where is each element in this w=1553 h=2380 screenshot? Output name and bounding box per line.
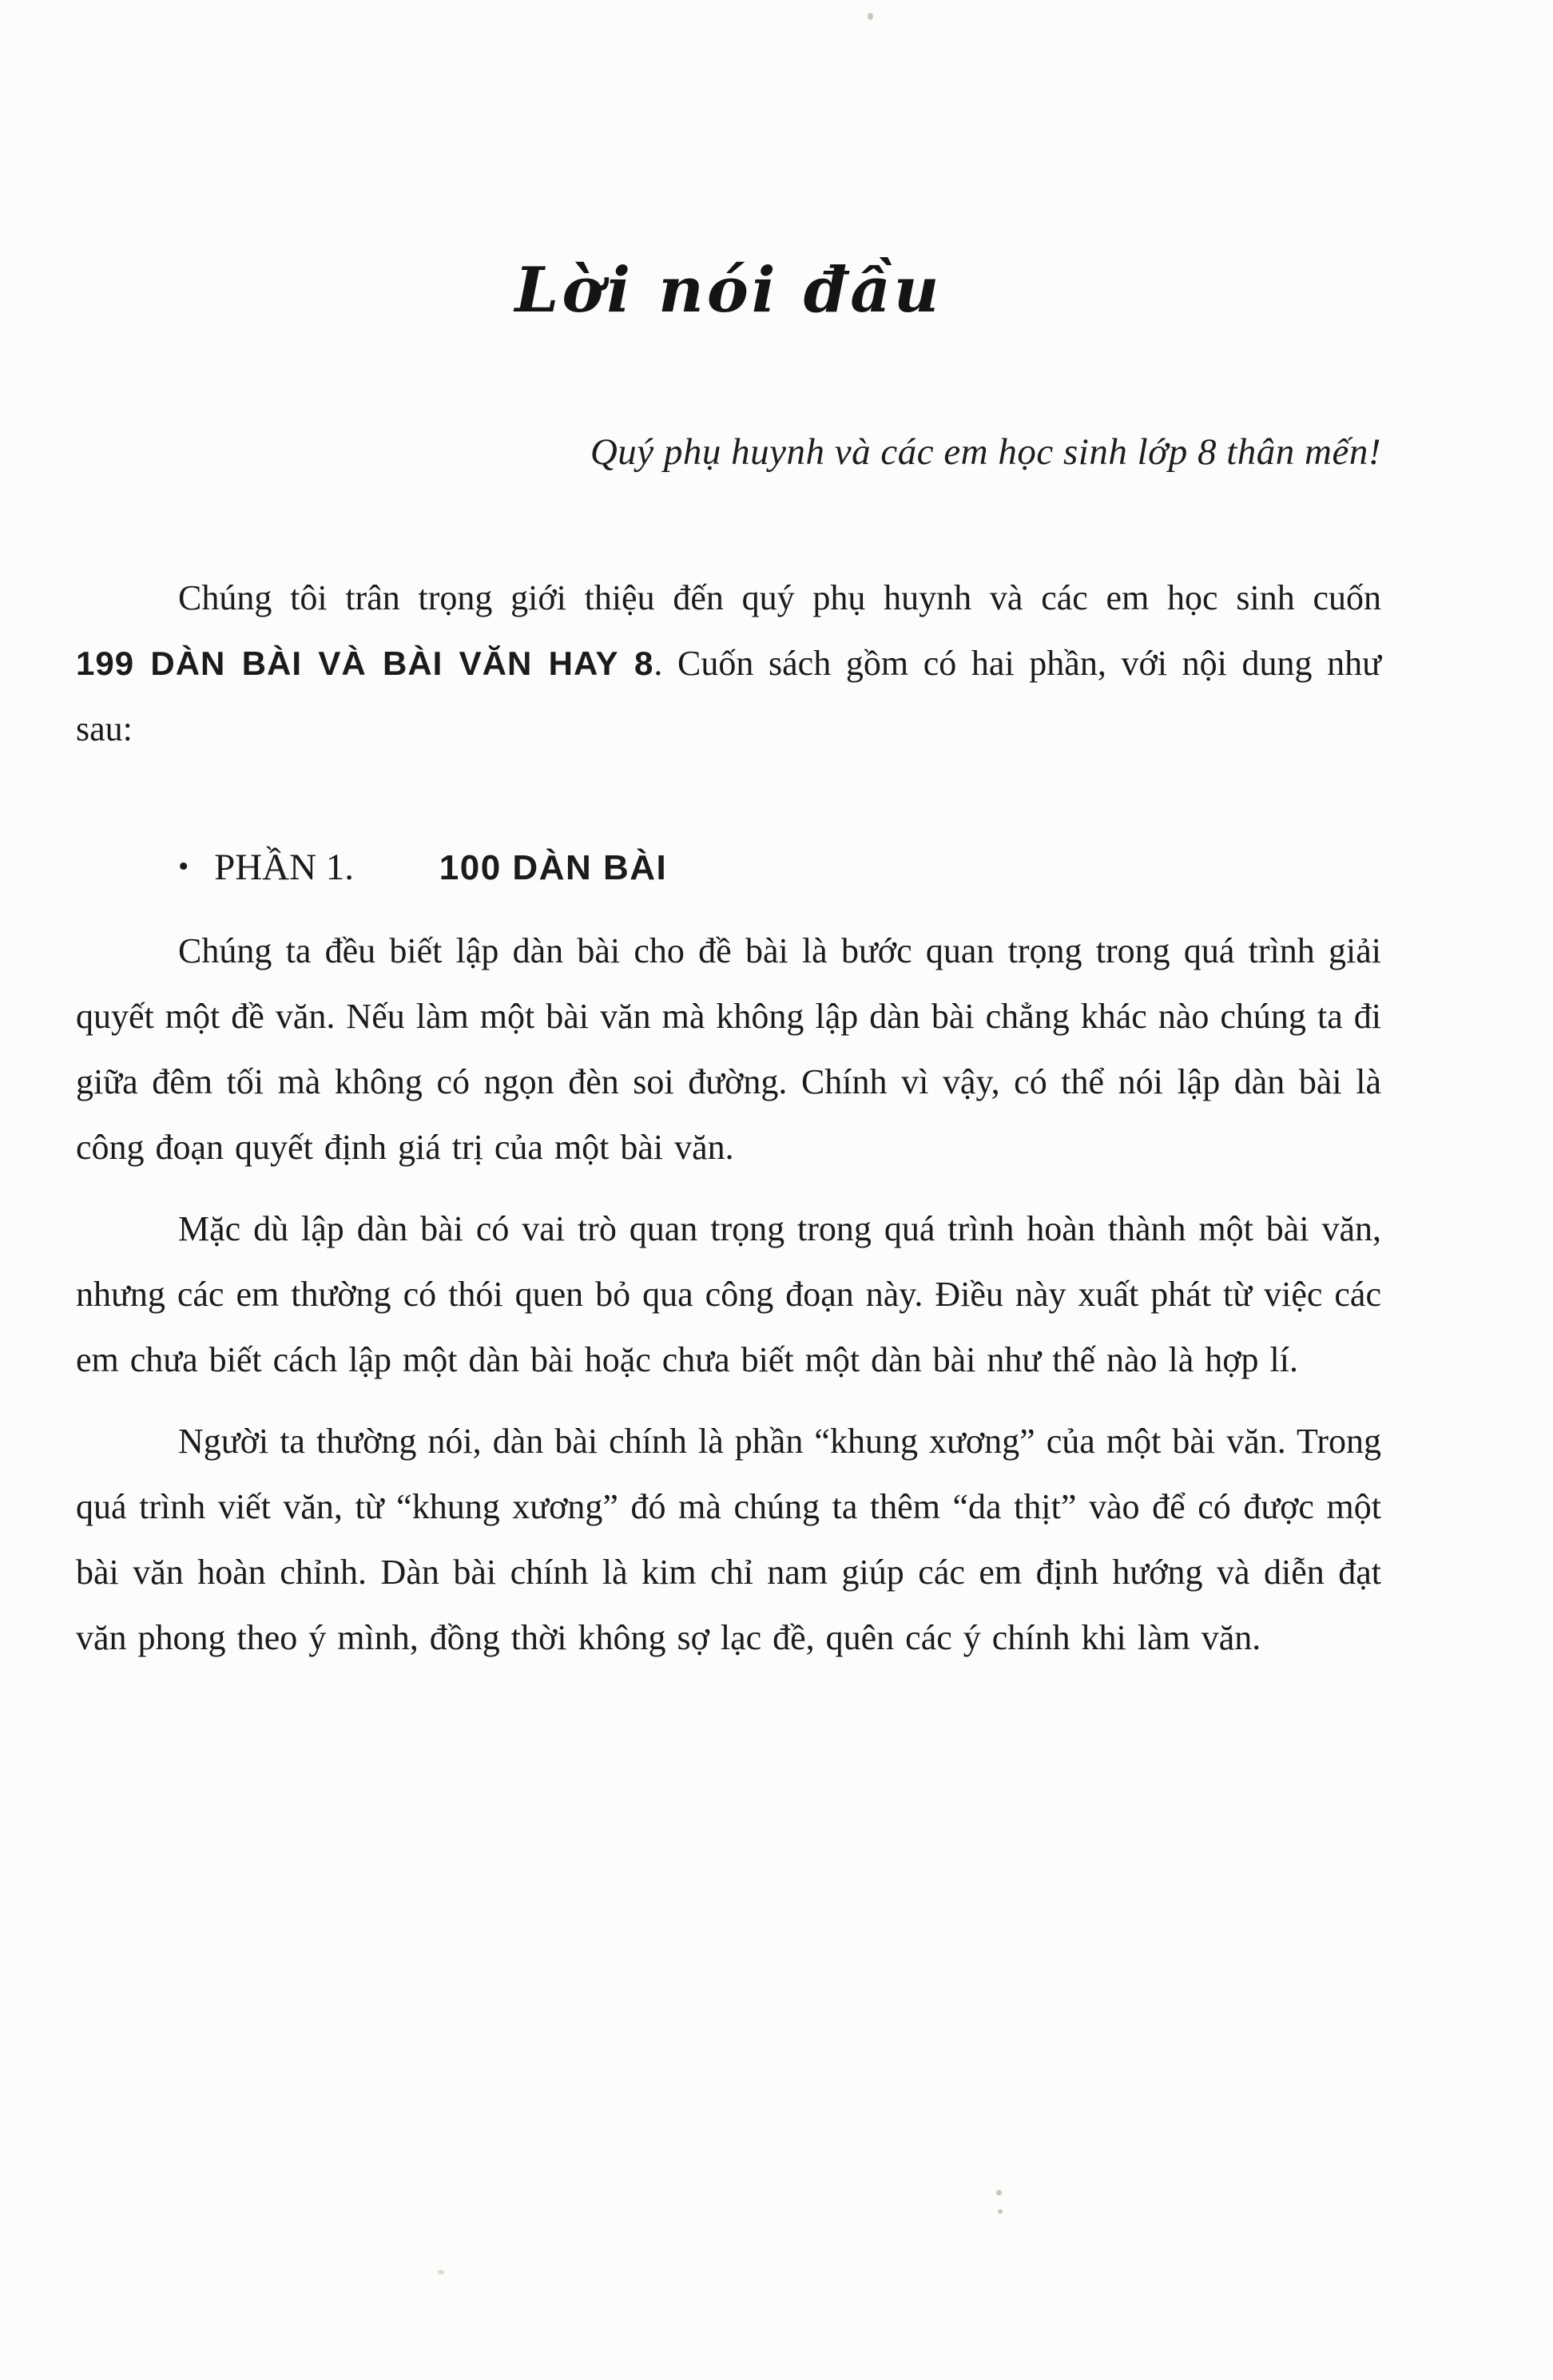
intro-paragraph: [76, 565, 1381, 762]
bullet-icon: •: [178, 850, 189, 883]
part1-label: PHẦN 1.: [214, 847, 355, 888]
intro-text-after: . Cuốn sách gồm có hai phần, với nội dung như sau:: [76, 644, 1381, 748]
part1-title: 100 DÀN BÀI: [439, 848, 668, 887]
book-page: [76, 0, 1381, 1687]
intro-text-before: Chúng tôi trân trọng giới thiệu đến quý phụ huynh và các em học sinh cuốn: [178, 578, 1381, 617]
greeting-line: Quý phụ huynh và các em học sinh lớp 8 thân mến!: [590, 431, 1381, 473]
scan-speck-icon: [996, 2190, 1002, 2196]
book-title-text: 199 DÀN BÀI VÀ BÀI VĂN HAY 8: [76, 645, 654, 682]
part1-heading: [76, 834, 1381, 901]
body-paragraph: Người ta thường nói, dàn bài chính là phần “khung xương” của một bài văn. Trong quá trình viết văn, từ “khung xương” đó mà chúng ta thêm “da thịt” vào để có được một bài văn hoàn chỉnh. Dàn bài chính là kim chỉ nam giúp các em định hướng và diễn đạt văn phong theo ý mình, đồng thời không sợ lạc đề, quên các ý chính khi làm văn.: [76, 1422, 1381, 1657]
scan-speck-icon: [438, 2270, 444, 2275]
page-title: Lời nói đầu: [514, 254, 943, 327]
body-paragraph: Chúng ta đều biết lập dàn bài cho đề bài là bước quan trọng trong quá trình giải quyết một đề văn. Nếu làm một bài văn mà không lập dàn bài chẳng khác nào chúng ta đi giữa đêm tối mà không có ngọn đèn soi đường. Chính vì vậy, có thể nói lập dàn bài là công đoạn quyết định giá trị của một bài văn.: [76, 931, 1381, 1167]
body-paragraph: Mặc dù lập dàn bài có vai trò quan trọng trong quá trình hoàn thành một bài văn, nhưng các em thường có thói quen bỏ qua công đoạn này. Điều này xuất phát từ việc các em chưa biết cách lập một dàn bài hoặc chưa biết một dàn bài như thế nào là hợp lí.: [76, 1209, 1381, 1379]
scan-speck-icon: [868, 13, 873, 20]
scan-speck-icon: [998, 2209, 1003, 2214]
